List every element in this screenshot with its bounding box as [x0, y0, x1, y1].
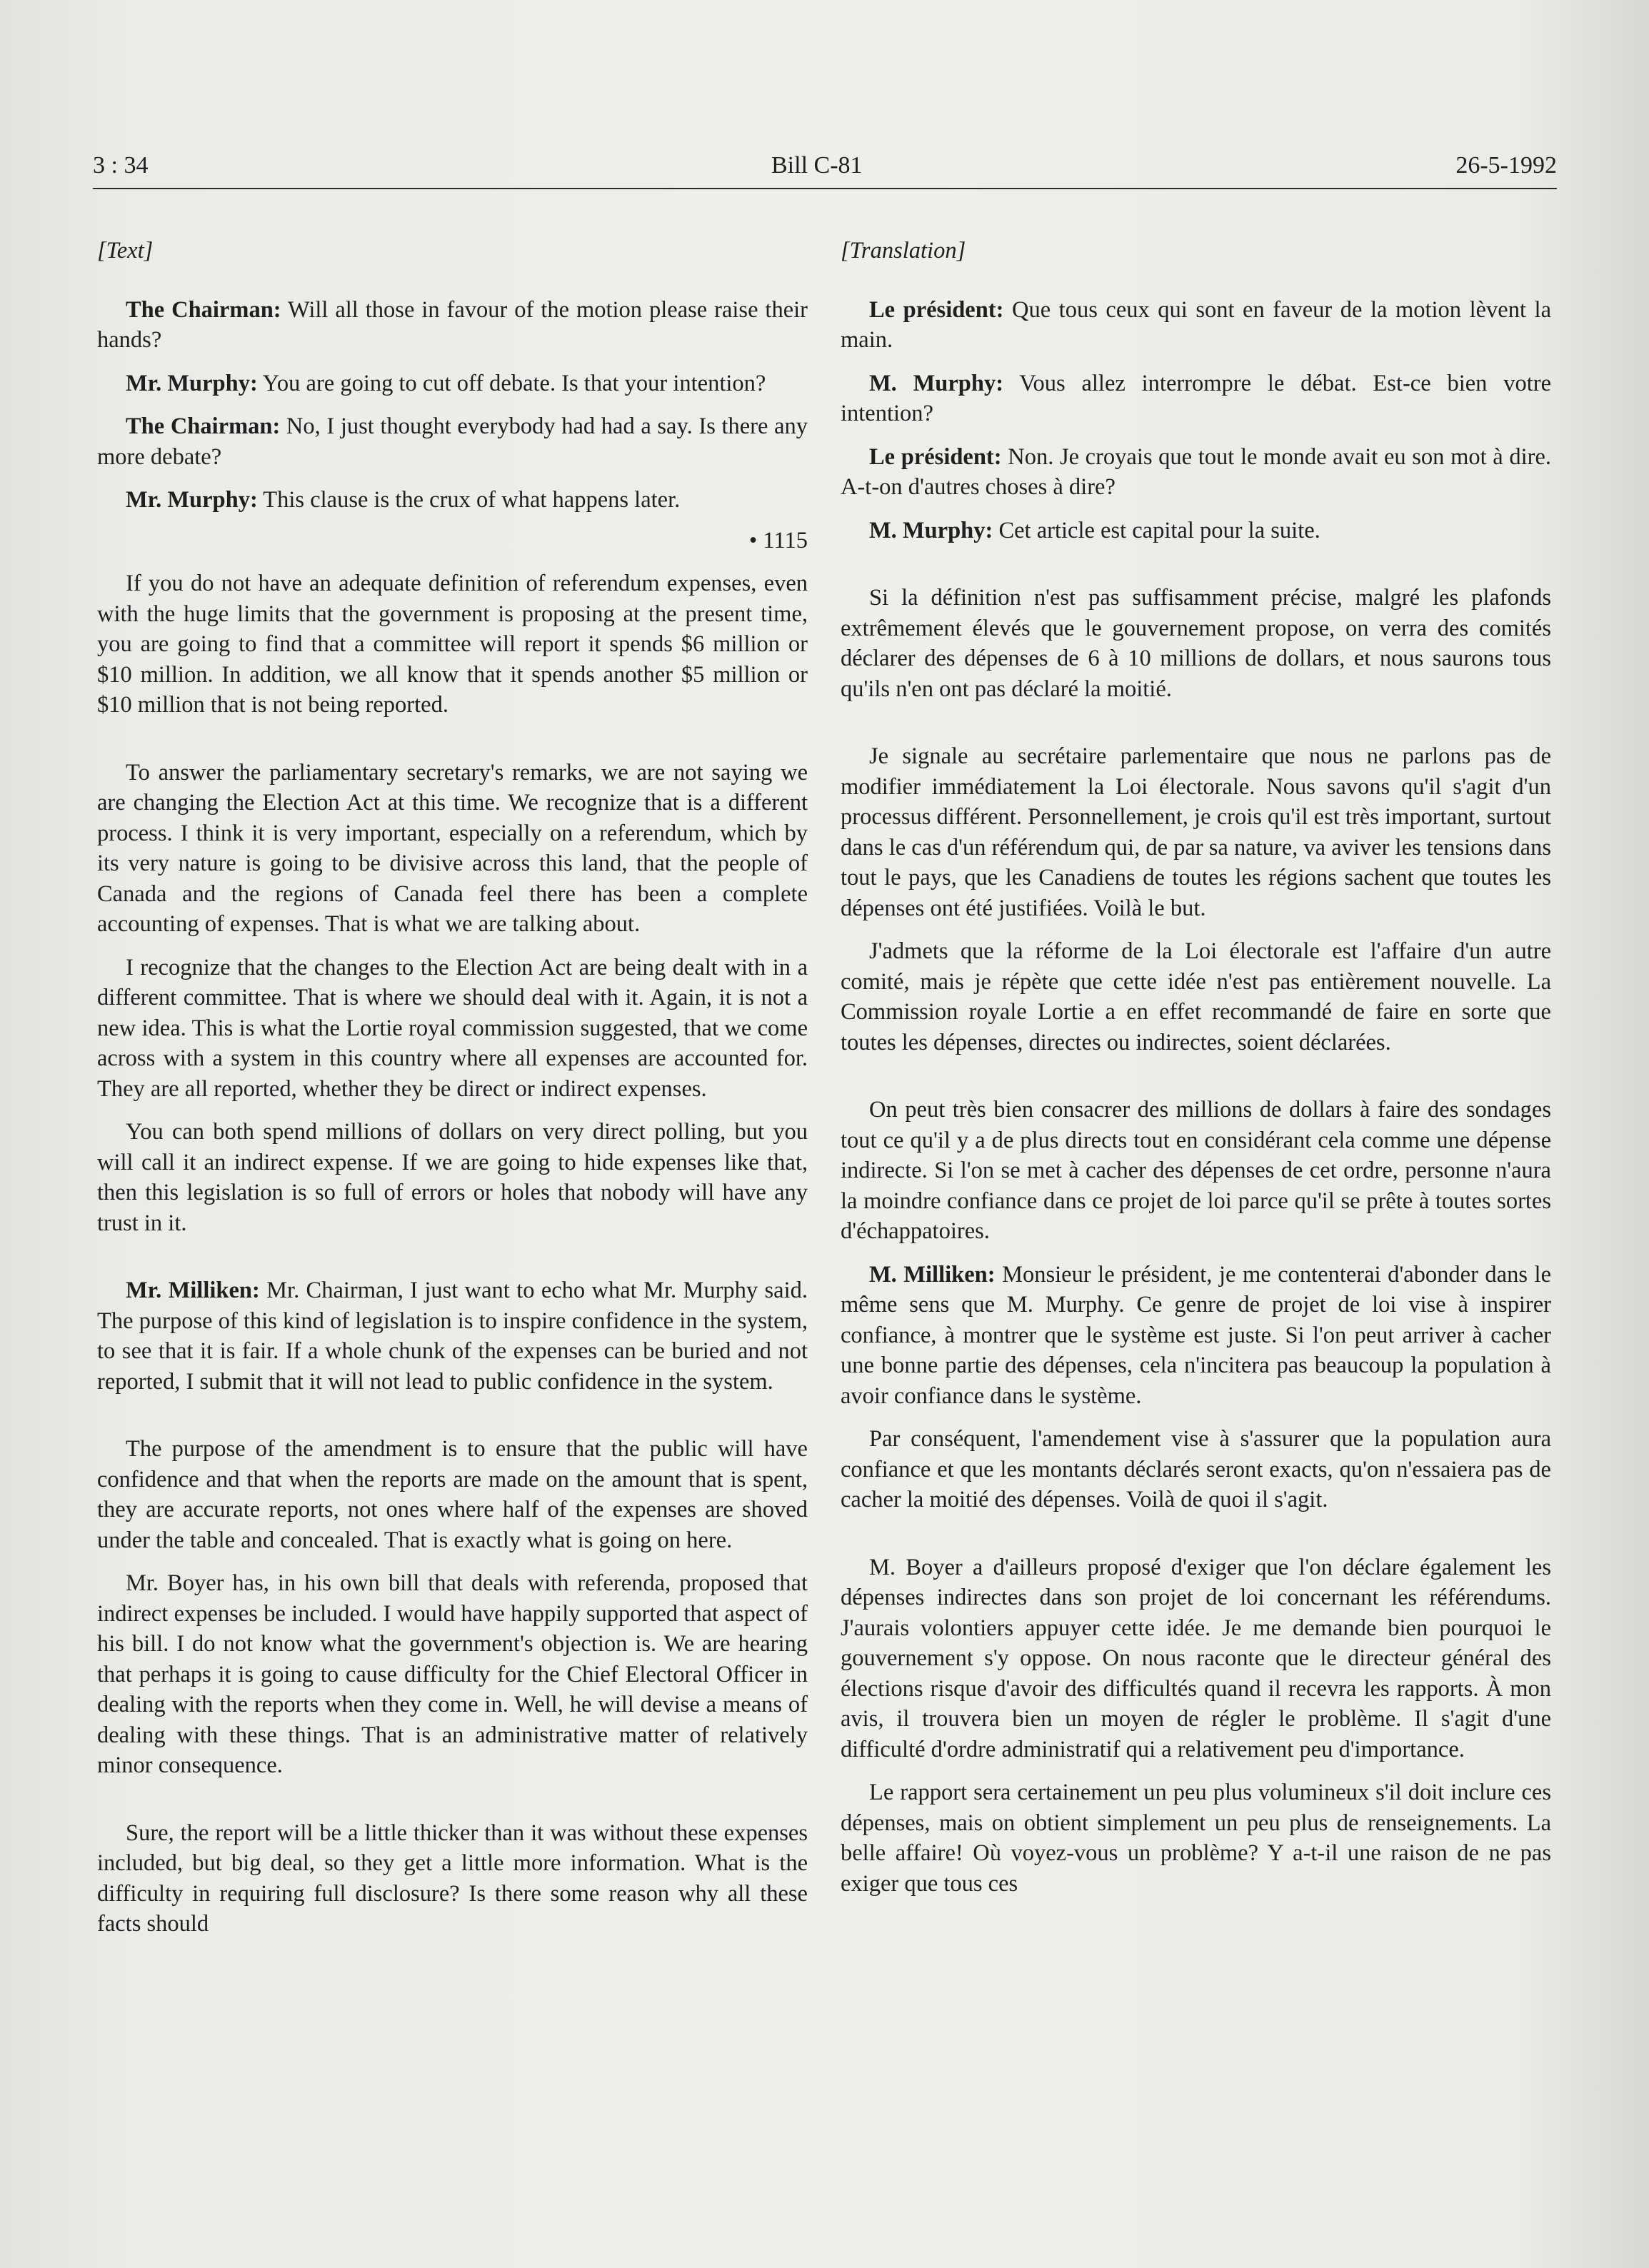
paragraph: M. Boyer a d'ailleurs proposé d'exiger que l'on déclare également les dépenses indirectes dans son projet de loi concernant les référendums. J'aurais volontiers appuyer cette idée. Je me demande bien pourquoi le gouvernement s'y oppose. On nous raconte que le directeur général des élections risque d'avoir des difficultés quand il recevra les rapports. À mon avis, il trouvera bien un moyen de régler le problème. Il s'agit d'une difficulté d'ordre administratif qui a relativement peu d'importance. [841, 1554, 1551, 1762]
paragraph: M. Murphy: Cet article est capital pour la suite. [869, 517, 1320, 543]
time-marker: • 1115 [748, 527, 808, 553]
header-date: 26-5-1992 [1455, 152, 1557, 179]
paragraph: Mr. Boyer has, in his own bill that deals with referenda, proposed that indirect expenses be included. I would have happily supported that aspect of his bill. I do not know what the government's objection is. We are hearing that perhaps it is going to cause difficulty for the Chief Electoral Officer in dealing with the reports when they come in. Well, he will devise a means of dealing with these things. That is an administrative matter of relatively minor consequence. [97, 1570, 808, 1778]
paragraph: M. Milliken: Monsieur le président, je me contenterai d'abonder dans le même sens que M. Murphy. Ce genre de projet de loi vise à inspirer confiance, à montrer que le système est juste. Si l'on peut arriver à cacher une bonne partie des dépenses, cela n'incitera pas beaucoup la population à avoir confiance dans le système. [841, 1261, 1551, 1409]
paragraph: Si la définition n'est pas suffisamment précise, malgré les plafonds extrêmement élevés que le gouvernement propose, on verra des comités déclarer des dépenses de 6 à 10 millions de dollars, et nous saurons tous qu'ils n'en ont pas déclaré la moitié. [841, 585, 1551, 702]
paragraph: Mr. Milliken: Mr. Chairman, I just want to echo what Mr. Murphy said. The purpose of this kind of legislation is to inspire confidence in the system, to see that it is fair. If a whole chunk of the expenses can be buried and not reported, I submit that it will not lead to public confidence in the system. [97, 1278, 808, 1395]
speaker-name: M. Murphy: [869, 370, 1004, 396]
paragraph: The Chairman: Will all those in favour of the motion please raise their hands? [97, 296, 808, 353]
english-column [97, 236, 808, 1952]
paragraph: The Chairman: No, I just thought everybody had had a say. Is there any more debate? [97, 413, 808, 470]
paragraph: Le rapport sera certainement un peu plus volumineux s'il doit inclure ces dépenses, mais on obtient simplement un peu plus de renseignements. La belle affaire! Où voyez-vous un problème? Y a-t-il une raison de ne pas exiger que tous ces [841, 1780, 1551, 1897]
speaker-name: The Chairman: [126, 296, 281, 323]
paragraph: To answer the parliamentary secretary's remarks, we are not saying we are changing the Election Act at this time. We recognize that is a different process. I think it is very important, especially on a referendum, which by its very nature is going to be divisive across this land, that the people of Canada and the regions of Canada feel there has been a complete accounting of expenses. That is what we are talking about. [97, 759, 808, 937]
french-column [841, 236, 1551, 1912]
paragraph: On peut très bien consacrer des millions de dollars à faire des sondages tout ce qu'il y a de plus directs tout en considérant cela comme une dépense indirecte. Si l'on se met à cacher des dépenses de cet ordre, personne n'aura la moindre confiance dans ce projet de loi parce qu'il se prête à toutes sortes d'échappatoires. [841, 1097, 1551, 1244]
paragraph: I recognize that the changes to the Election Act are being dealt with in a different committee. That is where we should deal with it. Again, it is not a new idea. This is what the Lortie royal commission suggested, that we come across with a system in this country where all expenses are accounted for. They are all reported, whether they be direct or indirect expenses. [97, 954, 808, 1102]
paragraph: M. Murphy: Vous allez interrompre le débat. Est-ce bien votre intention? [841, 370, 1551, 426]
speaker-name: Le président: [869, 443, 1002, 470]
speaker-name: M. Milliken: [869, 1261, 996, 1288]
paragraph: J'admets que la réforme de la Loi électorale est l'affaire d'un autre comité, mais je répète que cette idée n'est pas entièrement nouvelle. La Commission royale Lortie a en effet recommandé de faire en sorte que toutes les dépenses, directes ou indirectes, soient déclarées. [841, 938, 1551, 1055]
paragraph: Par conséquent, l'amendement vise à s'assurer que la population aura confiance et que les montants déclarés seront exacts, qu'on n'essaiera pas de cacher la moitié des dépenses. Voilà de quoi il s'agit. [841, 1426, 1551, 1512]
speaker-name: M. Murphy: [869, 517, 993, 543]
paragraph: Mr. Murphy: You are going to cut off debate. Is that your intention? [126, 370, 766, 396]
header-rule [93, 188, 1557, 189]
paragraph: Mr. Murphy: This clause is the crux of what happens later. [126, 487, 681, 513]
paragraph: You can both spend millions of dollars on very direct polling, but you will call it an indirect expense. If we are going to hide expenses like that, then this legislation is so full of errors or holes that nobody will have any trust in it. [97, 1119, 808, 1236]
paragraph: Je signale au secrétaire parlementaire que nous ne parlons pas de modifier immédiatement la Loi électorale. Nous savons qu'il s'agit d'un processus différent. Personnellement, je crois qu'il est très important, surtout dans le cas d'un référendum qui, de par sa nature, va aviver les tensions dans tout le pays, que les Canadiens de toutes les régions sachent que toutes les dépenses ont été justifiées. Voilà le but. [841, 743, 1551, 921]
paragraph: Le président: Non. Je croyais que tout le monde avait eu son mot à dire. A-t-on d'autres choses à dire? [841, 443, 1551, 500]
running-header [93, 146, 1557, 189]
speaker-name: Mr. Murphy: [126, 487, 258, 513]
speaker-name: Mr. Murphy: [126, 370, 258, 396]
paragraph: If you do not have an adequate definition of referendum expenses, even with the huge limits that the government is proposing at the present time, you are going to find that a committee will report it spends $6 million or $10 million. In addition, we all know that it spends another $5 million or $10 million that is not being reported. [97, 571, 808, 718]
document-title: Bill C-81 [771, 152, 863, 179]
text-tag: [Text] [97, 238, 154, 264]
speaker-name: Mr. Milliken: [126, 1278, 260, 1303]
speaker-name: Le président: [869, 296, 1004, 323]
page-number: 3 : 34 [93, 152, 149, 179]
translation-tag: [Translation] [841, 238, 966, 264]
paragraph: Sure, the report will be a little thicker than it was without these expenses included, but big deal, so they get a little more information. What is the difficulty in requiring full disclosure? Is there some reason why all these facts should [97, 1820, 808, 1937]
paragraph: Le président: Que tous ceux qui sont en faveur de la motion lèvent la main. [841, 296, 1551, 353]
speaker-name: The Chairman: [126, 413, 281, 439]
paragraph: The purpose of the amendment is to ensure that the public will have confidence and that when the reports are made on the amount that is spent, they are accurate reports, not ones where half of the expenses are shoved under the table and concealed. That is exactly what is going on here. [97, 1436, 808, 1553]
